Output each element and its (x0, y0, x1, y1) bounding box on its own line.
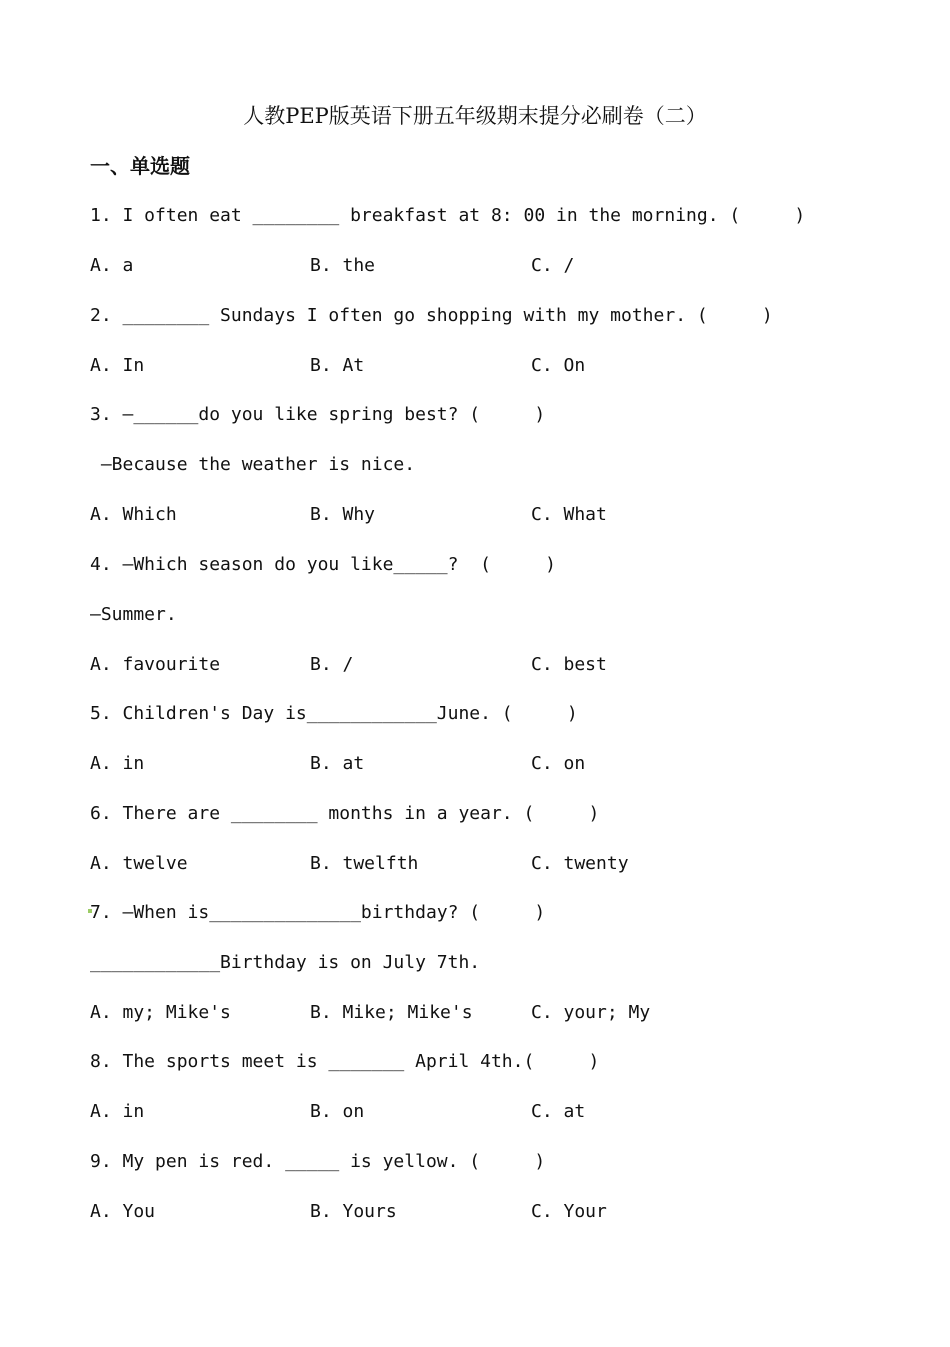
option-a: A. favourite (90, 654, 221, 675)
option-c: C. at (531, 1101, 586, 1122)
option-a: A. in (90, 753, 145, 774)
option-a: A. my; Mike's (90, 1002, 231, 1023)
option-c: C. best (531, 654, 607, 675)
question-3-answer-line: —Because the weather is nice. (90, 454, 416, 475)
question-4-answer-line: —Summer. (90, 604, 177, 625)
option-c: C. Your (531, 1201, 607, 1222)
option-a: A. In (90, 355, 145, 376)
option-c: C. on (531, 753, 586, 774)
option-a: A. Which (90, 504, 177, 525)
option-a: A. a (90, 255, 134, 276)
question-9-text: 9. My pen is red. _____ is yellow. ( ) (90, 1151, 546, 1172)
option-b: B. Why (310, 504, 376, 525)
option-c: C. / (531, 255, 575, 276)
question-1-text: 1. I often eat ________ breakfast at 8: 00 in the morning. ( ) (90, 205, 806, 226)
question-4-text: 4. —Which season do you like_____? ( ) (90, 554, 556, 575)
option-b: B. Yours (310, 1201, 397, 1222)
option-a: A. in (90, 1101, 145, 1122)
option-c: C. your; My (531, 1002, 651, 1023)
option-a: A. You (90, 1201, 156, 1222)
question-7-answer-line: ____________Birthday is on July 7th. (90, 952, 481, 973)
question-2-text: 2. ________ Sundays I often go shopping with my mother. ( ) (90, 305, 773, 326)
option-c: C. On (531, 355, 586, 376)
option-a: A. twelve (90, 853, 188, 874)
question-8-text: 8. The sports meet is _______ April 4th.( ) (90, 1051, 600, 1072)
page-title: 人教PEP版英语下册五年级期末提分必刷卷（二） (243, 104, 707, 128)
option-b: B. at (310, 753, 365, 774)
option-c: C. twenty (531, 853, 629, 874)
question-7-text: 7. —When is______________birthday? ( ) (90, 902, 546, 923)
question-5-text: 5. Children's Day is____________June. ( ) (90, 703, 578, 724)
question-6-text: 6. There are ________ months in a year. ( ) (90, 803, 600, 824)
section-heading: 一、单选题 (90, 154, 190, 178)
question-9-options (90, 1197, 850, 1347)
option-b: B. the (310, 255, 376, 276)
option-b: B. on (310, 1101, 365, 1122)
question-3-text: 3. —______do you like spring best? ( ) (90, 404, 546, 425)
option-b: B. At (310, 355, 365, 376)
option-c: C. What (531, 504, 607, 525)
option-b: B. Mike; Mike's (310, 1002, 473, 1023)
option-b: B. / (310, 654, 354, 675)
option-b: B. twelfth (310, 853, 419, 874)
